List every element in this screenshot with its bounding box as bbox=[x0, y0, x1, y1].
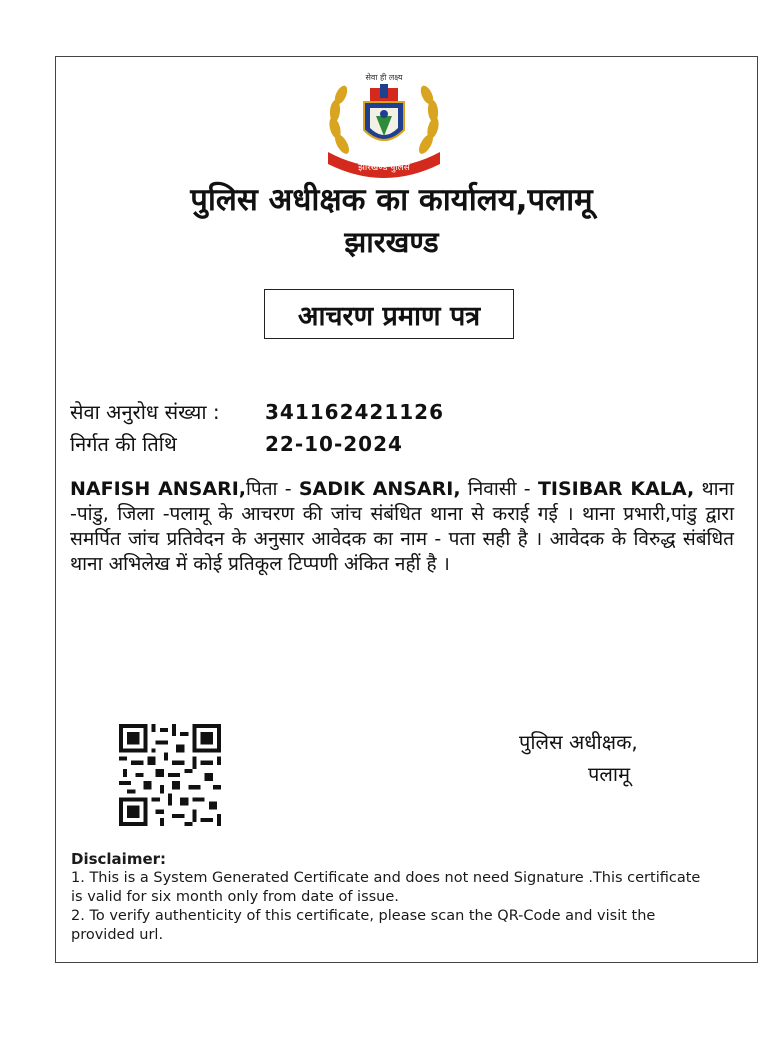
request-number: 341162421126 bbox=[265, 400, 444, 424]
certificate-statement: थाना -पांडु, जिला -पलामू के आचरण की जांच संबंधित थाना से कराई गई । थाना प्रभारी,पांडु द्वारा समर्पित जांच प्रतिवेदन के अनुसार आवेदक का नाम - पता सही है । आवेदक के विरुद्ध संबंधित थाना अभिलेख में कोई प्रतिकूल टिप्पणी अंकित नहीं है । bbox=[70, 478, 734, 575]
issue-date-label: निर्गत की तिथि bbox=[70, 432, 177, 456]
svg-text:सेवा ही लक्ष्य: सेवा ही लक्ष्य bbox=[365, 73, 403, 82]
certificate-title: आचरण प्रमाण पत्र bbox=[264, 289, 514, 339]
verification-qr-code[interactable] bbox=[119, 724, 221, 826]
disclaimer-heading: Disclaimer: bbox=[71, 850, 167, 868]
certificate-body bbox=[70, 477, 734, 577]
father-name: SADIK ANSARI, bbox=[298, 478, 461, 500]
father-label: पिता - bbox=[246, 478, 292, 500]
disclaimer-item-1: 1. This is a System Generated Certificate and does not need Signature .This certificate is valid for six month only from date of issue. bbox=[71, 870, 701, 905]
request-label: सेवा अनुरोध संख्या : bbox=[70, 400, 220, 424]
state-title: झारखण्ड bbox=[344, 225, 439, 259]
disclaimer-item-2: 2. To verify authenticity of this certificate, please scan the QR-Code and visit the provided url. bbox=[71, 908, 656, 943]
issue-date-row bbox=[70, 430, 403, 457]
village-name: TISIBAR KALA, bbox=[537, 478, 695, 500]
request-row bbox=[70, 398, 444, 425]
svg-text:झारखण्ड पुलिस: झारखण्ड पुलिस bbox=[358, 163, 410, 173]
jharkhand-police-emblem bbox=[320, 66, 448, 186]
disclaimer bbox=[71, 850, 711, 945]
office-title: पुलिस अधीक्षक का कार्यालय,पलामू bbox=[190, 182, 593, 218]
resident-label: निवासी - bbox=[467, 478, 531, 500]
applicant-name: NAFISH ANSARI, bbox=[70, 478, 246, 500]
signatory-title: पुलिस अधीक्षक, bbox=[519, 730, 638, 754]
signatory-location: पलामू bbox=[588, 762, 631, 786]
issue-date: 22-10-2024 bbox=[265, 432, 403, 456]
